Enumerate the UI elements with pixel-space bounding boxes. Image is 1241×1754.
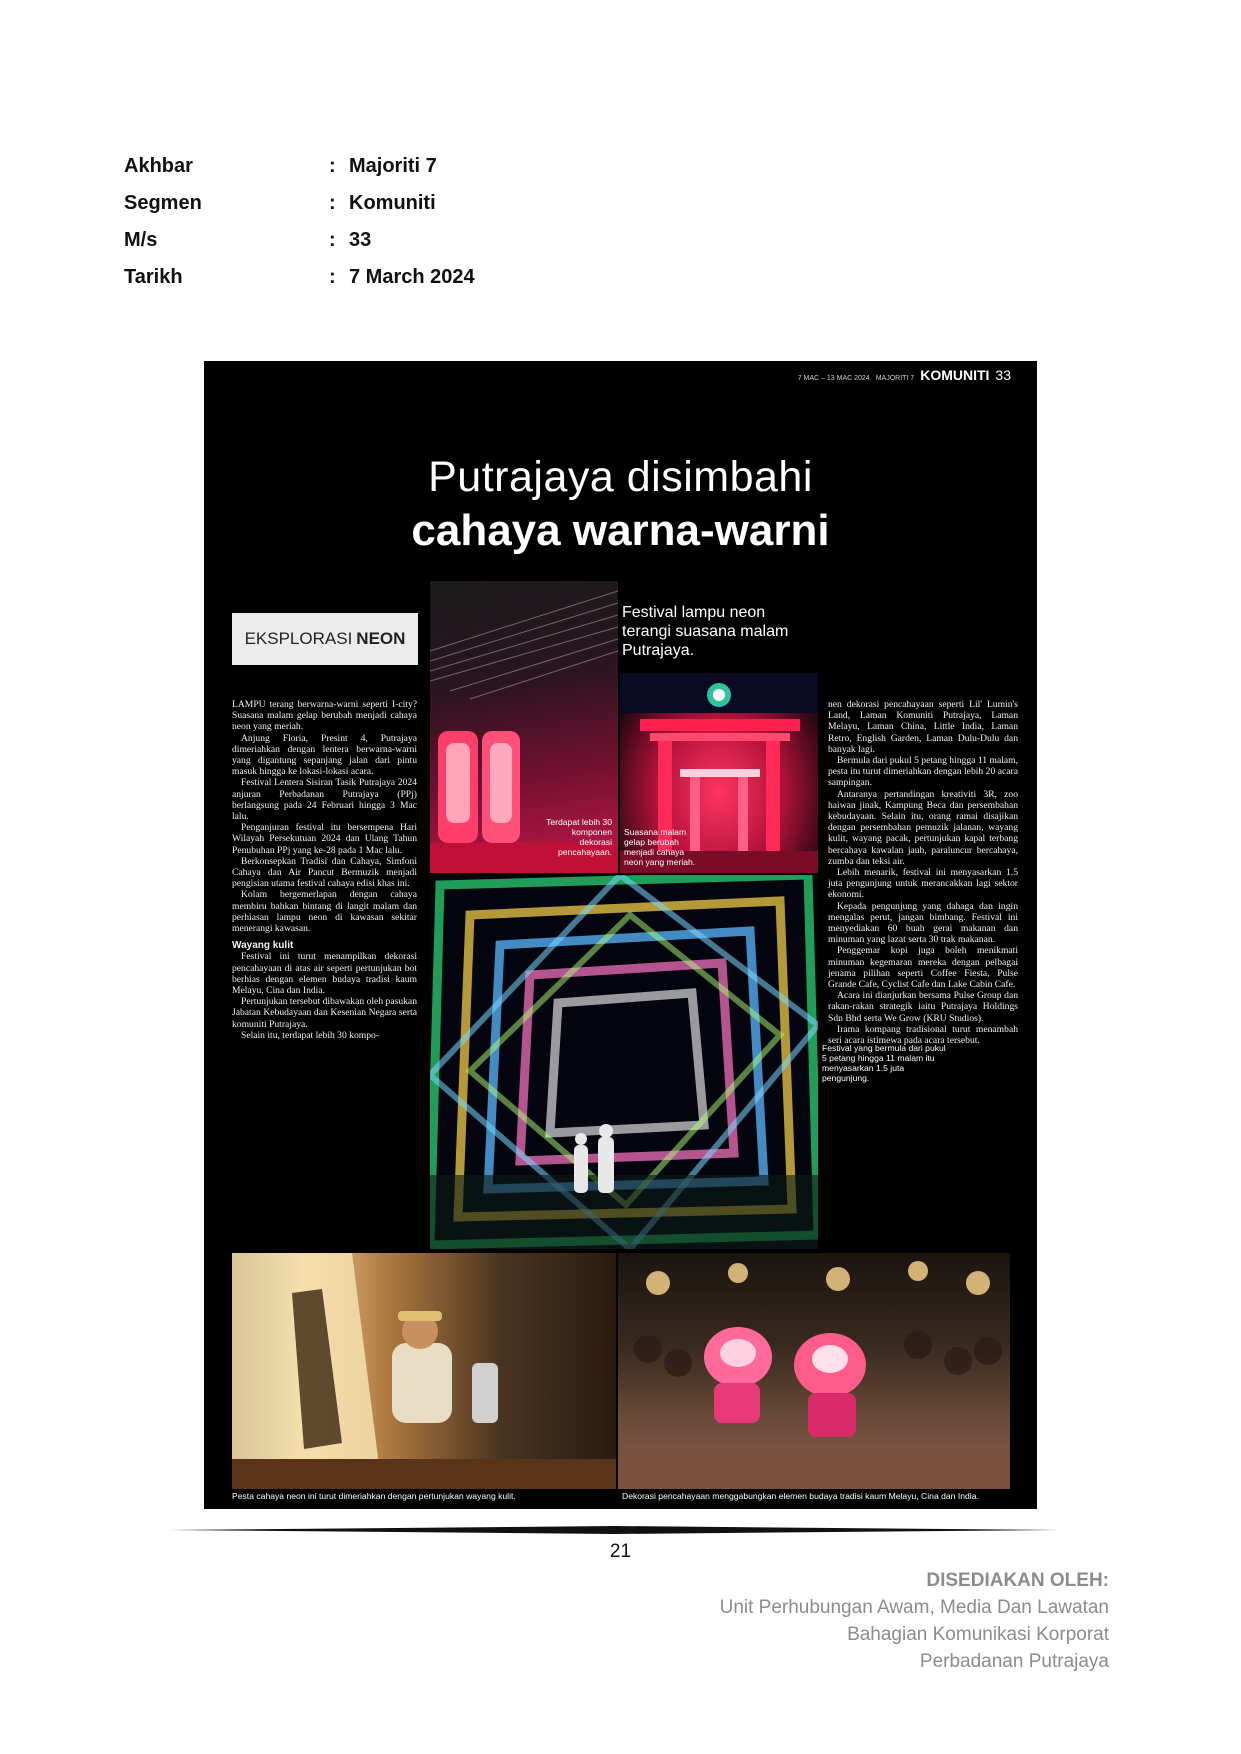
paragraph: nen dekorasi pencahayaan seperti Lil' Lumin's Land, Laman Komuniti Putrajaya, Laman Melayu, Laman China, Little India, Laman Retro, English Garden, Laman Dulu-Dulu dan banyak lagi. [828, 699, 1018, 755]
prepared-by [720, 1567, 1109, 1675]
paragraph: Berkonsepkan Tradisi dan Cahaya, Simfoni Cahaya dan Air Pancut Bermuzik menjadi pengisian utama festival cahaya edisi khas ini. [232, 855, 417, 890]
paragraph: Kolam bergemerlapan dengan cahaya membiru bahkan bintang di langit malam dan perhiasan lampu neon di kawasan sekitar menerangi kawasan. [232, 889, 417, 935]
headline-line-2: cahaya warna-warni [411, 506, 830, 555]
paragraph: Irama kompang tradisional turut menambah seri acara istimewa pada acara tersebut. [828, 1023, 1018, 1047]
meta-value: 7 March 2024 [349, 266, 475, 288]
paragraph: Antaranya pertandingan kreativiti 3R, zoo haiwan jinak, Kampung Beca dan persembahan kebudayaan. Selain itu, orang ramai disajikan dengan persembahan pemuzik jalanan, wayang kulit, wayang pacak, pertunjukan kapal terbang bercahaya kawalan jauh, paraluncur bercahaya, zumba dan teksi air. [828, 788, 1018, 867]
meta-key: M/s [124, 229, 158, 251]
paragraph: Lebih menarik, festival ini menyasarkan 1.5 juta pengunjung untuk merancakkan lagi sektor ekonomi. [828, 867, 1018, 901]
page-number: 21 [609, 1541, 632, 1562]
newspaper-clipping [204, 361, 1037, 1509]
caption-lion: Dekorasi pencahayaan menggabungkan elemen budaya tradisi kaum Melayu, Cina dan India. [622, 1491, 979, 1501]
caption-doors: Terdapat lebih 30 komponen dekorasi pencahayaan. [546, 817, 612, 857]
photo-neon-tunnel-art [430, 875, 818, 1249]
photo-lion-dance-art [618, 1253, 1010, 1489]
section-tag-light: EKSPLORASI [244, 629, 353, 648]
caption-gate: Suasana malam gelap berubah menjadi cahaya neon yang meriah. [624, 827, 696, 867]
meta-row-akhbar [124, 148, 475, 185]
paragraph: Festival ini turut menampilkan dekorasi pencahayaan di atas air seperti pertunjukan bot berhias dengan elemen budaya tradisi kaum Melayu, Cina dan India. [232, 951, 417, 997]
meta-value: Komuniti [349, 192, 436, 214]
paragraph: Festival Lentera Sisiran Tasik Putrajaya 2024 anjuran Perbadanan Putrajaya (PPj) berlangsung pada 24 Februari hingga 3 Mac lalu. [232, 777, 417, 823]
meta-table [124, 148, 475, 296]
meta-colon: : [329, 266, 336, 288]
paragraph: Penganjuran festival itu bersempena Hari Wilayah Persekutuan 2024 dan Ulang Tahun Penubuhan PPj yang ke-28 pada 1 Mac lalu. [232, 822, 417, 856]
paragraph: Anjung Floria, Presint 4, Putrajaya dimeriahkan dengan lentera berwarna-warni yang digantung sepanjang jalan dari pintu masuk hingga ke lokasi-lokasi acara. [232, 732, 417, 778]
clipping-section: KOMUNITI [920, 367, 990, 383]
section-tag [232, 613, 418, 665]
paragraph: Bermula dari pukul 5 petang hingga 11 malam, pesta itu turut dimeriahkan dengan lebih 20 acara sampingan. [828, 755, 1018, 789]
paragraph: LAMPU terang berwarna-warni seperti I-city? Suasana malam gelap berubah menjadi cahaya neon yang meriah. [232, 699, 417, 733]
caption-wayang: Pesta cahaya neon ini turut dimeriahkan dengan pertunjukan wayang kulit. [232, 1491, 516, 1501]
article-subhead: Wayang kulit [232, 940, 294, 952]
photo-wayang-kulit [232, 1253, 616, 1489]
headline-line-1: Putrajaya disimbahi [428, 453, 813, 501]
meta-row-tarikh [124, 259, 475, 296]
meta-key: Segmen [124, 192, 202, 214]
paragraph: Penggemar kopi juga boleh menikmati minuman kegemaran mereka dengan pelbagai jenama pilihan seperti Coffee Fiesta, Pulse Grande Cafe, Cyclist Cafe dan Lake Cabin Cafe. [828, 945, 1018, 991]
article-column-right [828, 699, 1018, 1046]
clipping-page: 33 [995, 367, 1011, 383]
meta-value: 33 [349, 229, 372, 251]
clipping-date: 7 MAC – 13 MAC 2024 [797, 375, 870, 382]
prepared-by-label: DISEDIAKAN OLEH: [926, 1570, 1109, 1591]
paragraph: Acara ini dianjurkan bersama Pulse Group dan rakan-rakan strategik iaitu Putrajaya Holdings Sdn Bhd serta We Grow (KRU Studios). [828, 990, 1018, 1024]
footer-divider [170, 1526, 1060, 1534]
clipping-header [798, 367, 1011, 383]
paragraph: Kepada pengunjung yang dahaga dan ingin mengalas perut, jangan bimbang. Festival ini menyediakan 60 buah gerai makanan dan minuman yang lazat serta 30 trak makanan. [828, 900, 1018, 946]
caption-tunnel: Festival yang bermula dari pukul 5 petang hingga 11 malam itu menyasarkan 1.5 juta pengunjung. [822, 1043, 946, 1083]
prepared-by-line-1: Unit Perhubungan Awam, Media Dan Lawatan [719, 1597, 1109, 1618]
photo-wayang-kulit-art [232, 1253, 616, 1489]
paragraph: Pertunjukan tersebut dibawakan oleh pasukan Jabatan Kebudayaan dan Kesenian Negara serta komuniti Putrajaya. [232, 996, 417, 1030]
meta-colon: : [329, 229, 336, 251]
prepared-by-line-2: Bahagian Komunikasi Korporat [847, 1624, 1109, 1645]
meta-colon: : [329, 192, 336, 214]
subheadline: Festival lampu neon terangi suasana malam Putrajaya. [622, 604, 789, 659]
photo-neon-tunnel [430, 875, 818, 1249]
meta-key: Akhbar [124, 155, 193, 177]
section-tag-bold: NEON [356, 629, 406, 648]
photo-neon-gate [620, 673, 818, 873]
clipping-paper: MAJORITI 7 [875, 375, 915, 382]
article-column-left [232, 699, 417, 1041]
meta-row-ms [124, 222, 475, 259]
prepared-by-line-3: Perbadanan Putrajaya [919, 1651, 1109, 1672]
paragraph: Selain itu, terdapat lebih 30 kompo- [241, 1029, 380, 1041]
meta-key: Tarikh [124, 266, 183, 288]
meta-colon: : [329, 155, 336, 177]
photo-lion-dance [618, 1253, 1010, 1489]
meta-value: Majoriti 7 [349, 155, 437, 177]
photo-neon-doors [430, 581, 618, 873]
meta-row-segmen [124, 185, 475, 222]
